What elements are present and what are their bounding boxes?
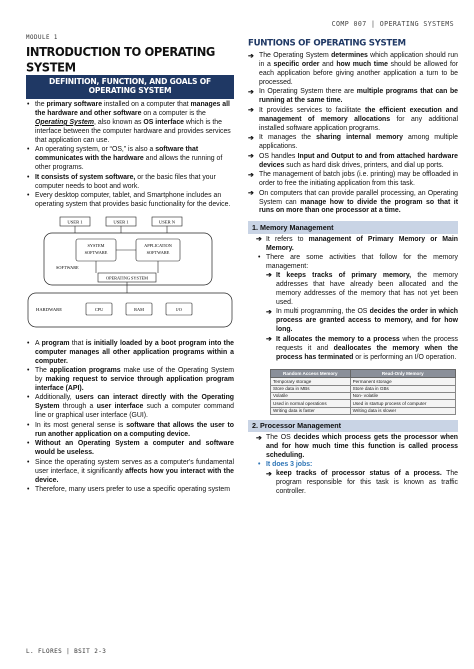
list-item: ➔ In Operating System there are multiple programs that can be running at the same time. bbox=[248, 88, 458, 105]
table-header: Random Access Memory bbox=[271, 369, 351, 378]
processor-management-section: ➔ The OS decides which process gets the processor when and for how much time this function is called process scheduling. • It does 3 jobs: ➔ keep tracks of processor status of a process. The program responsible for this task is known as traffic controller. bbox=[256, 434, 458, 496]
section-banner: DEFINITION, FUNCTION, AND GOALS OF OPERATING SYSTEM bbox=[26, 75, 234, 99]
list-item: • It consists of system software, or the basic files that your computer needs to boot and work. bbox=[27, 173, 216, 190]
list-item: • Additionally, users can interact directly with the Operating System through a user interface such a computer command line or graphical user interface (GUI). bbox=[27, 394, 235, 420]
table-row: Writing data is faster Writing data is slower bbox=[271, 407, 456, 414]
list-item: • In its most general sense is software that allows the user to run another application on a computing device. bbox=[27, 421, 234, 438]
list-item: ➔ On computers that can provide parallel processing, an Operating System can manage how to divide the program so that it runs on more than one processor at a time. bbox=[248, 189, 458, 215]
list-item: • Without an Operating System a computer and software would be useless. bbox=[27, 440, 234, 457]
processor-management-heading: 2. Processor Management bbox=[248, 420, 458, 433]
table-header: Read-Only Memory bbox=[350, 369, 455, 378]
ram-vs-rom-table bbox=[270, 369, 456, 415]
io-label: I/O bbox=[176, 306, 182, 312]
course-header: COMP 007 | OPERATING SYSTEMS bbox=[331, 20, 454, 28]
arrow-icon: ➔ bbox=[248, 107, 254, 115]
svg-text:SOFTWARE: SOFTWARE bbox=[146, 249, 170, 255]
left-column bbox=[26, 44, 234, 496]
arrow-icon: ➔ bbox=[266, 308, 272, 316]
svg-text:SOFTWARE: SOFTWARE bbox=[84, 249, 108, 255]
arrow-icon: ➔ bbox=[256, 434, 262, 442]
cpu-label: CPU bbox=[94, 306, 104, 312]
system-software-label: SYSTEM bbox=[87, 242, 105, 248]
list-item: ➔ The Operating System determines which application should run in a specific order and how much time should be allowed for each application before giving another application a turn to be processed. bbox=[248, 52, 458, 86]
list-item: ➔ The management of batch jobs (i.e. printing) may be offloaded in order to free the initiating application from this task. bbox=[248, 171, 458, 188]
arrow-icon: ➔ bbox=[256, 236, 262, 244]
page-title: INTRODUCTION TO OPERATING SYSTEM bbox=[26, 44, 215, 75]
memory-management-heading: 1. Memory Management bbox=[248, 221, 458, 234]
jobs-label: It does 3 jobs: bbox=[266, 461, 313, 469]
arrow-icon: ➔ bbox=[248, 190, 254, 198]
table-row: Temporary storage Permanent storage bbox=[271, 378, 456, 385]
user-2-label: USER 1 bbox=[113, 219, 129, 225]
arrow-icon: ➔ bbox=[266, 272, 272, 280]
footer-author: L. FLORES | BSIT 2-3 bbox=[26, 648, 107, 655]
module-label: MODULE 1 bbox=[26, 35, 58, 41]
memory-management-section: ➔ It refers to management of Primary Memory or Main Memory. • There are some activities that follow for the memory management: ➔ It keeps tracks of primary memory, the memory addresses that have already been allocated and the memory addresses of the memory that has not yet been used. ➔ In multi programming, the OS decides the order in which process are granted access to memory, and for how long. ➔ It allocates the memory to a process when the process requests it and deallocates the memory when the process has terminated or is performing an I/O operation. bbox=[256, 235, 458, 361]
list-item: • A program that is initially loaded by a boot program into the computer manages all other application programs within a computer. bbox=[27, 339, 235, 365]
os-architecture-diagram bbox=[26, 215, 234, 331]
list-item: • Every desktop computer, tablet, and Smartphone includes an operating system that provides basic functionality for the device. bbox=[27, 192, 231, 209]
application-software-label: APPLICATION bbox=[144, 242, 172, 248]
arrow-icon: ➔ bbox=[248, 153, 254, 161]
list-item: ➔ OS handles Input and Output to and from attached hardware devices such as hard disk drives, printers, and dial up ports. bbox=[248, 152, 458, 169]
functions-title: FUNTIONS OF OPERATING SYSTEM bbox=[248, 38, 406, 49]
arrow-icon: ➔ bbox=[266, 470, 272, 478]
table-row: Volatile Non- volatile bbox=[271, 392, 456, 399]
program-bullets bbox=[26, 340, 234, 495]
user-1-label: USER 1 bbox=[67, 219, 83, 225]
list-item: • Since the operating system serves as a computer's fundamental user interface, it significantly affects how you interact with the device. bbox=[27, 458, 235, 484]
list-item: • the primary software installed on a computer that manages all the hardware and other software on a computer is the Operating System, also known as OS interface which is the interface between the computer hardware and provides services that application can use. bbox=[27, 100, 231, 144]
arrow-icon: ➔ bbox=[248, 52, 254, 60]
function-list bbox=[248, 52, 458, 216]
right-column bbox=[248, 38, 458, 498]
arrow-icon: ➔ bbox=[248, 88, 254, 96]
list-item: • Therefore, many users prefer to use a specific operating system bbox=[27, 486, 230, 494]
arrow-icon: ➔ bbox=[248, 134, 254, 142]
table-row: Store data in MBs Store data in GBs bbox=[271, 385, 456, 392]
software-label: SOFTWARE bbox=[56, 264, 79, 270]
hardware-label: HARDWARE bbox=[36, 306, 63, 312]
list-item: ➔ It manages the sharing internal memory among multiple applications. bbox=[248, 134, 458, 151]
intro-bullets bbox=[26, 101, 234, 210]
table-row: Used in normal operations Used in startup process of computer bbox=[271, 400, 456, 407]
list-item: ➔ It provides services to facilitate the efficient execution and management of memory allocations for any additional installed software application programs. bbox=[248, 106, 458, 132]
ram-label: RAM bbox=[134, 306, 144, 312]
user-n-label: USER N bbox=[158, 219, 176, 225]
operating-system-label: OPERATING SYSTEM bbox=[106, 274, 148, 280]
arrow-icon: ➔ bbox=[248, 171, 254, 179]
list-item: • An operating system, or “OS,” is also a software that communicates with the hardware and allows the running of other programs. bbox=[27, 146, 223, 172]
list-item: • The application programs make use of the Operating System by making request to service through application program interface (API). bbox=[27, 367, 234, 392]
arrow-icon: ➔ bbox=[266, 336, 272, 344]
